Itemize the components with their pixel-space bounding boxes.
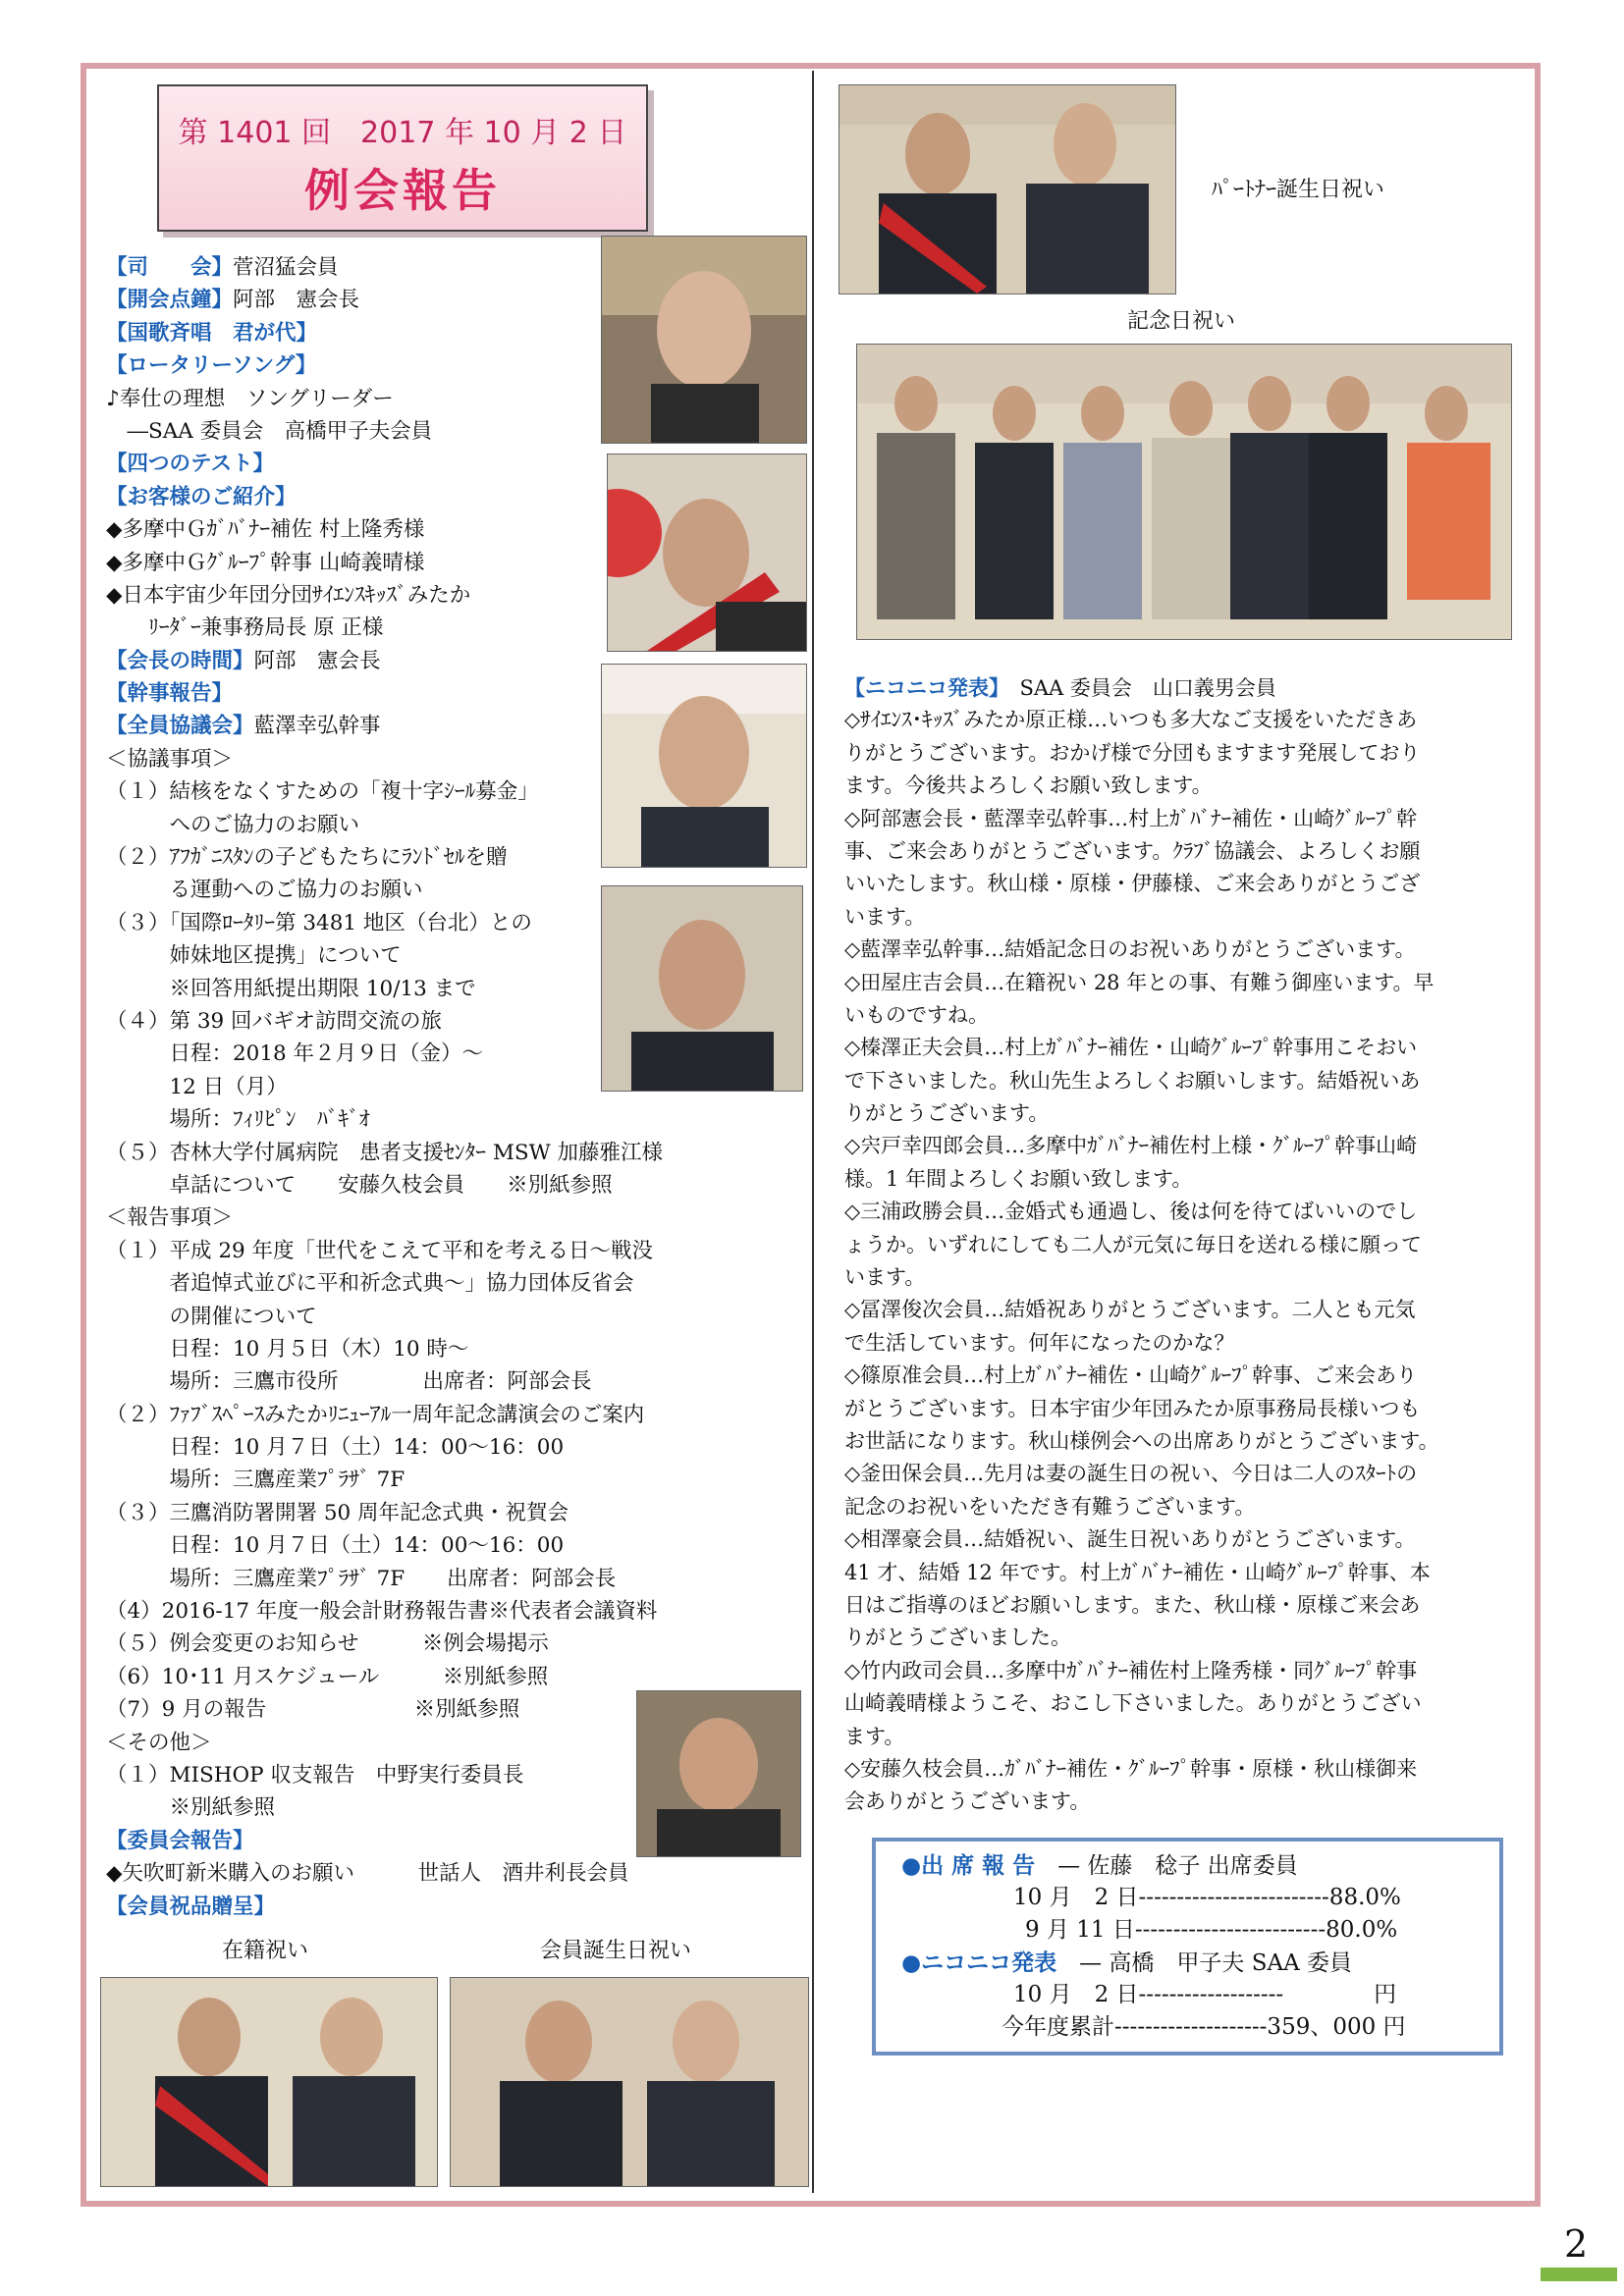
nikoniko-summary-title: ●ニコニコ発表 — [901, 1949, 1057, 1976]
agenda-line — [106, 809, 663, 841]
caption-partner-birthday: ﾊﾟｰﾄﾅｰ誕生日祝い — [1212, 178, 1385, 202]
agenda-text: 菅沼猛会員 — [233, 255, 339, 280]
attendance-row-sep11: 9 月 11 日-------------------------80.0% — [1025, 1917, 1398, 1943]
agenda-heading: 【委員会報告】 — [106, 1828, 254, 1853]
agenda-text: （２）ﾌｧﾌﾞｽﾍﾟｰｽみたかﾘﾆｭｰｱﾙ一周年記念講演会のご案内 — [106, 1402, 645, 1427]
agenda-line — [106, 743, 663, 775]
agenda-line — [106, 1431, 663, 1464]
agenda-line — [106, 1464, 663, 1496]
photo-guest-hara — [601, 885, 803, 1092]
nikoniko-line: ◇藍澤幸弘幹事…結婚記念日のお祝いありがとうございます。 — [844, 937, 1416, 962]
attendance-heading-row — [901, 1849, 1298, 1883]
nikoniko-line: 山崎義晴様ようこそ、おこし下さいました。ありがとうござい — [844, 1691, 1422, 1716]
agenda-text: （6）10･11 月スケジュール ※別紙参照 — [106, 1664, 549, 1689]
meeting-agenda — [106, 251, 663, 1923]
nikoniko-line: 事、ご来会ありがとうございます。ｸﾗﾌﾞ協議会、よろしくお願 — [844, 838, 1421, 863]
report-title: 例会報告 — [304, 164, 501, 217]
agenda-line — [106, 939, 663, 972]
nikoniko-line: で生活しています。何年になったのかな？ — [844, 1330, 1235, 1355]
agenda-text: 阿部 憲会長 — [253, 648, 381, 673]
agenda-text: （4）2016-17 年度一般会計財務報告書※代表者会議資料 — [106, 1599, 658, 1625]
agenda-line — [106, 1628, 663, 1660]
agenda-line — [106, 1891, 663, 1923]
agenda-text: 場所：三鷹市役所 出席者：阿部会長 — [106, 1369, 592, 1395]
nikoniko-line: ょうか。いずれにしても二人が元気に毎日を送れる様に願って — [844, 1232, 1422, 1256]
agenda-line — [106, 1563, 663, 1595]
agenda-text: ＜報告事項＞ — [106, 1205, 234, 1231]
agenda-heading: 【司 会】 — [106, 255, 234, 280]
agenda-text: 者追悼式並びに平和祈念式典～」協力団体反省会 — [106, 1271, 634, 1297]
agenda-text: （２）ｱﾌｶﾞﾆｽﾀﾝの子どもたちにﾗﾝﾄﾞｾﾙを贈 — [106, 845, 508, 871]
nikoniko-line: いものですね。 — [844, 1002, 989, 1027]
agenda-text: ＜その他＞ — [106, 1730, 212, 1755]
caption-zaiseki: 在籍祝い — [222, 1939, 309, 1963]
page-number-bar — [1541, 2268, 1617, 2281]
agenda-text: （５）杏林大学付属病院 患者支援ｾﾝﾀｰ MSW 加藤雅江様 — [106, 1140, 664, 1165]
photo-member-birthday — [450, 1977, 809, 2187]
agenda-line — [106, 284, 663, 316]
nikoniko-line: 会ありがとうございます。 — [844, 1789, 1091, 1814]
report-title-box — [157, 84, 648, 232]
nikoniko-line: 41 才、結婚 12 年です。村上ｶﾞﾊﾞﾅｰ補佐・山崎ｸﾞﾙｰﾌﾟ幹事、本 — [844, 1560, 1431, 1584]
photo-zaiseki — [100, 1977, 438, 2187]
agenda-text: る運動へのご協力のお願い — [106, 878, 423, 903]
page-number: 2 — [1564, 2222, 1589, 2266]
agenda-line — [106, 1661, 663, 1693]
agenda-line — [106, 1727, 663, 1759]
agenda-text: 日程：10 月５日（木）10 時～ — [106, 1336, 469, 1362]
photo-governor-assistant — [607, 454, 807, 652]
agenda-text: （１）平成 29 年度「世代をこえて平和を考える日～戦没 — [106, 1238, 654, 1263]
agenda-line — [106, 1693, 663, 1726]
attendance-box — [872, 1838, 1503, 2056]
agenda-text: （１）MISHOP 収支報告 中野実行委員長 — [106, 1762, 524, 1788]
attendance-row-oct2: 10 月 2 日-------------------------88.0% — [1013, 1885, 1401, 1910]
agenda-heading: 【国歌斉唱 君が代】 — [106, 320, 318, 346]
caption-member-birthday: 会員誕生日祝い — [540, 1939, 692, 1963]
agenda-line — [106, 415, 663, 448]
agenda-text: （３）「国際ﾛｰﾀﾘｰ第 3481 地区（台北）との — [106, 910, 532, 935]
agenda-text: ※回答用紙提出期限 10/13 まで — [106, 976, 476, 1001]
agenda-line — [106, 481, 663, 513]
agenda-line — [106, 841, 663, 874]
agenda-text: ﾘｰﾀﾞｰ兼事務局長 原 正様 — [106, 615, 384, 641]
agenda-line — [106, 1235, 663, 1267]
agenda-line — [106, 775, 663, 808]
agenda-line — [106, 1071, 663, 1103]
agenda-line — [106, 547, 663, 579]
agenda-heading: 【会員祝品贈呈】 — [106, 1894, 276, 1919]
agenda-line — [106, 579, 663, 612]
nikoniko-line: がとうございます。日本宇宙少年団みたか原事務局長様いつも — [844, 1396, 1421, 1420]
photo-group-secretary — [601, 664, 807, 868]
nikoniko-heading-row — [844, 671, 1532, 704]
agenda-line — [106, 1038, 663, 1070]
agenda-line — [106, 1759, 663, 1791]
agenda-text: の開催について — [106, 1304, 317, 1329]
agenda-text: ◆多摩中Ｇｶﾞﾊﾞﾅｰ補佐 村上隆秀様 — [106, 517, 425, 543]
agenda-text: ◆矢吹町新米購入のお願い 世話人 酒井利長会員 — [106, 1861, 629, 1887]
photo-anniversary-group — [856, 344, 1512, 640]
photo-mishop-report — [636, 1690, 801, 1857]
agenda-text: （５）例会変更のお知らせ ※例会場掲示 — [106, 1631, 549, 1657]
agenda-text: ※別紙参照 — [106, 1795, 276, 1821]
nikoniko-line: ◇ｻｲｴﾝｽ･ｷｯｽﾞみたか原正様…いつも多大なご支援をいただきあ — [844, 708, 1418, 732]
agenda-text: ◆多摩中Ｇｸﾞﾙｰﾌﾟ幹事 山崎義晴様 — [106, 550, 425, 575]
agenda-heading: 【幹事報告】 — [106, 681, 234, 707]
agenda-text: ＜協議事項＞ — [106, 746, 234, 772]
agenda-text: ♪奉仕の理想 ソングリーダー — [106, 386, 394, 411]
agenda-line — [106, 1267, 663, 1300]
agenda-text: ◆日本宇宙少年団分団ｻｲｴﾝｽｷｯｽﾞみたか — [106, 582, 471, 608]
agenda-line — [106, 1399, 663, 1431]
agenda-line — [106, 1103, 663, 1136]
agenda-line — [106, 1857, 663, 1890]
nikoniko-line: いいたします。秋山様・原様・伊藤様、ご来会ありがとうござ — [844, 872, 1421, 896]
agenda-heading: 【全員協議会】 — [106, 714, 254, 739]
nikoniko-line: 記念のお祝いをいただき有難うございます。 — [844, 1494, 1256, 1519]
agenda-heading: 【会長の時間】 — [106, 648, 254, 673]
agenda-line — [106, 645, 663, 677]
agenda-line — [106, 874, 663, 906]
agenda-text: 場所：三鷹産業ﾌﾟﾗｻﾞ 7F 出席者：阿部会長 — [106, 1566, 617, 1591]
caption-anniversary: 記念日祝い — [1127, 309, 1236, 334]
attendance-officer: — 佐藤 稔子 出席委員 — [1057, 1853, 1298, 1879]
nikoniko-line: ◇竹内政司会員…多摩中ｶﾞﾊﾞﾅｰ補佐村上隆秀様・同ｸﾞﾙｰﾌﾟ幹事 — [844, 1658, 1418, 1682]
agenda-text: （４）第 39 回バギオ訪問交流の旅 — [106, 1008, 443, 1034]
agenda-text: （３）三鷹消防署開署 50 周年記念式典・祝賀会 — [106, 1500, 569, 1525]
agenda-line — [106, 677, 663, 710]
agenda-text: 阿部 憲会長 — [233, 288, 360, 313]
agenda-line — [106, 973, 663, 1005]
agenda-line — [106, 1301, 663, 1333]
nikoniko-line: ◇相澤豪会員…結婚祝い、誕生日祝いありがとうございます。 — [844, 1527, 1416, 1552]
agenda-line — [106, 448, 663, 480]
photo-partner-birthday — [839, 84, 1176, 294]
nikoniko-line: りがとうございます。おかげ様で分団もますます発展しており — [844, 740, 1421, 765]
nikoniko-row-total: 今年度累計--------------------359、000 円 — [1001, 2014, 1406, 2040]
nikoniko-line: ◇冨澤俊次会員…結婚祝ありがとうございます。二人とも元気 — [844, 1298, 1416, 1322]
nikoniko-heading: 【ニコニコ発表】 — [844, 675, 1000, 700]
nikoniko-line: ◇田屋庄吉会員…在籍祝い 28 年との事、有難う御座います。早 — [844, 970, 1435, 994]
nikoniko-line: 様。1 年間よろしくお願い致します。 — [844, 1166, 1193, 1191]
column-divider — [812, 71, 814, 2193]
nikoniko-line: ◇篠原准会員…村上ｶﾞﾊﾞﾅｰ補佐・山崎ｸﾞﾙｰﾌﾟ幹事、ご来会あり — [844, 1363, 1418, 1388]
agenda-text: 姉妹地区提携」について — [106, 943, 402, 969]
nikoniko-line: 日はご指導のほどお願いします。また、秋山様・原様ご来会あ — [844, 1592, 1421, 1617]
nikoniko-line: ◇宍戸幸四郎会員…多摩中ｶﾞﾊﾞﾅｰ補佐村上様・ｸﾞﾙｰﾌﾟ幹事山崎 — [844, 1134, 1418, 1158]
agenda-heading: 【お客様のご紹介】 — [106, 484, 297, 509]
agenda-line — [106, 1137, 663, 1169]
nikoniko-summary-officer: — 高橋 甲子夫 SAA 委員 — [1079, 1950, 1352, 1976]
nikoniko-line: で下さいました。秋山先生よろしくお願いします。結婚祝いあ — [844, 1068, 1421, 1093]
page-number-block — [1541, 2220, 1617, 2281]
agenda-line — [106, 317, 663, 349]
agenda-text: 12 日（月） — [106, 1074, 288, 1099]
nikoniko-line: ◇三浦政勝会員…金婚式も通過し、後は何を待てばいいのでし — [844, 1200, 1418, 1224]
agenda-line — [106, 251, 663, 284]
agenda-text: （１）結核をなくすための「複十字ｼｰﾙ募金」 — [106, 779, 539, 805]
agenda-line — [106, 1825, 663, 1857]
agenda-line — [106, 1595, 663, 1628]
nikoniko-announcements — [844, 671, 1532, 1819]
agenda-text: へのご協力のお願い — [106, 812, 360, 837]
attendance-title: ●出 席 報 告 — [901, 1852, 1036, 1879]
nikoniko-line: ◇安藤久枝会員…ｶﾞﾊﾞﾅｰ補佐・ｸﾞﾙｰﾌﾟ幹事・原様・秋山様御来 — [844, 1756, 1418, 1781]
agenda-text: 場所：ﾌｨﾘﾋﾟﾝ ﾊﾞｷﾞｵ — [106, 1107, 370, 1133]
agenda-line — [106, 1169, 663, 1201]
agenda-text: 日程：10 月７日（土）14：00～16：00 — [106, 1435, 565, 1461]
nikoniko-line: ◇榛澤正夫会員…村上ｶﾞﾊﾞﾅｰ補佐・山崎ｸﾞﾙｰﾌﾟ幹事用こそおい — [844, 1036, 1418, 1060]
nikoniko-presenter: SAA 委員会 山口義男会員 — [999, 676, 1276, 700]
agenda-line — [106, 710, 663, 742]
nikoniko-line: お世話になります。秋山様例会への出席ありがとうございます。 — [844, 1428, 1439, 1453]
agenda-text: 日程：2018 年２月９日（金）～ — [106, 1041, 484, 1067]
nikoniko-line: ます。 — [844, 1724, 905, 1748]
nikoniko-line: ます。今後共よろしくお願い致します。 — [844, 774, 1213, 798]
agenda-line — [106, 1365, 663, 1398]
nikoniko-line: りがとうございました。 — [844, 1626, 1071, 1650]
nikoniko-row-oct2: 10 月 2 日------------------- 円 — [1013, 1982, 1397, 2007]
agenda-line — [106, 1333, 663, 1365]
agenda-line — [106, 1005, 663, 1038]
nikoniko-line: りがとうございます。 — [844, 1101, 1050, 1126]
agenda-heading: 【四つのテスト】 — [106, 452, 275, 477]
agenda-text: 場所：三鷹産業ﾌﾟﾗｻﾞ 7F — [106, 1468, 406, 1493]
agenda-text: 藍澤幸弘幹事 — [253, 714, 381, 739]
nikoniko-line: います。 — [844, 904, 926, 929]
agenda-text: ―SAA 委員会 高橋甲子夫会員 — [106, 418, 433, 444]
agenda-line — [106, 1529, 663, 1562]
nikoniko-line: ◇阿部憲会長・藍澤幸弘幹事…村上ｶﾞﾊﾞﾅｰ補佐・山崎ｸﾞﾙｰﾌﾟ幹 — [844, 806, 1418, 830]
agenda-line — [106, 513, 663, 546]
agenda-line — [106, 612, 663, 644]
agenda-text: （7）9 月の報告 ※別紙参照 — [106, 1697, 520, 1723]
agenda-line — [106, 349, 663, 382]
nikoniko-line: ◇釜田保会員…先月は妻の誕生日の祝い、今日は二人のｽﾀｰﾄの — [844, 1462, 1418, 1486]
agenda-heading: 【開会点鐘】 — [106, 288, 234, 313]
agenda-line — [106, 907, 663, 939]
meeting-date: 第 1401 回 2017 年 10 月 2 日 — [178, 116, 627, 150]
nikoniko-summary-heading-row — [901, 1947, 1352, 1980]
agenda-line — [106, 1791, 663, 1824]
agenda-text: 卓話について 安藤久枝会員 ※別紙参照 — [106, 1172, 613, 1198]
agenda-line — [106, 383, 663, 415]
agenda-line — [106, 1497, 663, 1529]
nikoniko-line: います。 — [844, 1265, 926, 1290]
agenda-text: 日程：10 月７日（土）14：00～16：00 — [106, 1533, 565, 1559]
agenda-line — [106, 1201, 663, 1234]
photo-chairman — [601, 236, 807, 444]
agenda-heading: 【ロータリーソング】 — [106, 353, 317, 379]
